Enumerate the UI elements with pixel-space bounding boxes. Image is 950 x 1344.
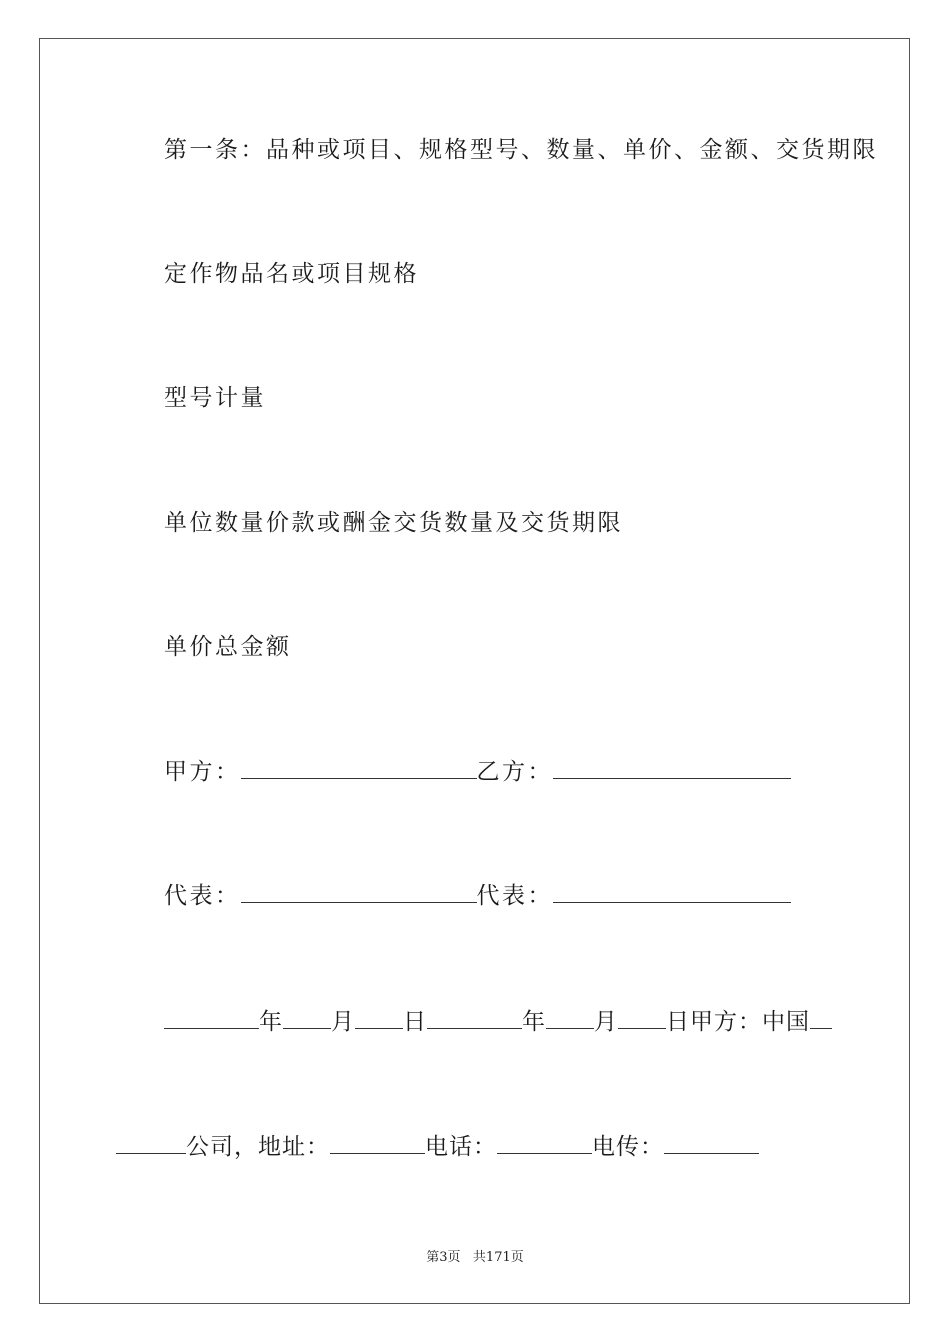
price-line: 单价总金额 — [164, 634, 292, 660]
year-a-blank — [164, 1006, 259, 1029]
day-a-label: 日 — [403, 1009, 427, 1035]
date-line — [164, 1006, 832, 1037]
clause-1-heading: 第一条：品种或项目、规格型号、数量、单价、金额、交货期限 — [164, 137, 878, 163]
rep-b-blank — [553, 880, 791, 903]
tail-blank — [810, 1006, 832, 1029]
party-a-label: 甲方： — [164, 759, 241, 785]
page-number: 第3页 — [426, 1250, 461, 1265]
date-tail-label: 日甲方：中国 — [666, 1009, 810, 1035]
year-a-label: 年 — [259, 1009, 283, 1035]
company-line — [116, 1131, 759, 1162]
phone-label: 电话： — [425, 1134, 497, 1160]
month-a-label: 月 — [331, 1009, 355, 1035]
year-b-label: 年 — [522, 1009, 546, 1035]
day-a-blank — [355, 1006, 403, 1029]
page-footer — [0, 1246, 950, 1265]
party-b-blank — [553, 756, 791, 779]
day-b-blank — [618, 1006, 666, 1029]
page-total: 共171页 — [472, 1250, 524, 1265]
party-line — [164, 756, 791, 787]
unit-line: 单位数量价款或酬金交货数量及交货期限 — [164, 510, 623, 536]
page-frame — [39, 38, 910, 1304]
party-b-label: 乙方： — [476, 759, 553, 785]
month-b-blank — [546, 1006, 594, 1029]
representative-line — [164, 880, 791, 911]
rep-a-label: 代表： — [164, 883, 241, 909]
rep-b-label: 代表： — [476, 883, 553, 909]
company-label: 公司，地址： — [186, 1134, 330, 1160]
year-b-blank — [427, 1006, 522, 1029]
month-a-blank — [283, 1006, 331, 1029]
party-a-blank — [241, 756, 477, 779]
company-blank — [116, 1131, 186, 1154]
month-b-label: 月 — [594, 1009, 618, 1035]
address-blank — [330, 1131, 425, 1154]
item-name-line: 定作物品名或项目规格 — [164, 261, 419, 287]
phone-blank — [497, 1131, 592, 1154]
fax-blank — [664, 1131, 759, 1154]
fax-label: 电传： — [592, 1134, 664, 1160]
rep-a-blank — [241, 880, 477, 903]
model-line: 型号计量 — [164, 385, 266, 411]
